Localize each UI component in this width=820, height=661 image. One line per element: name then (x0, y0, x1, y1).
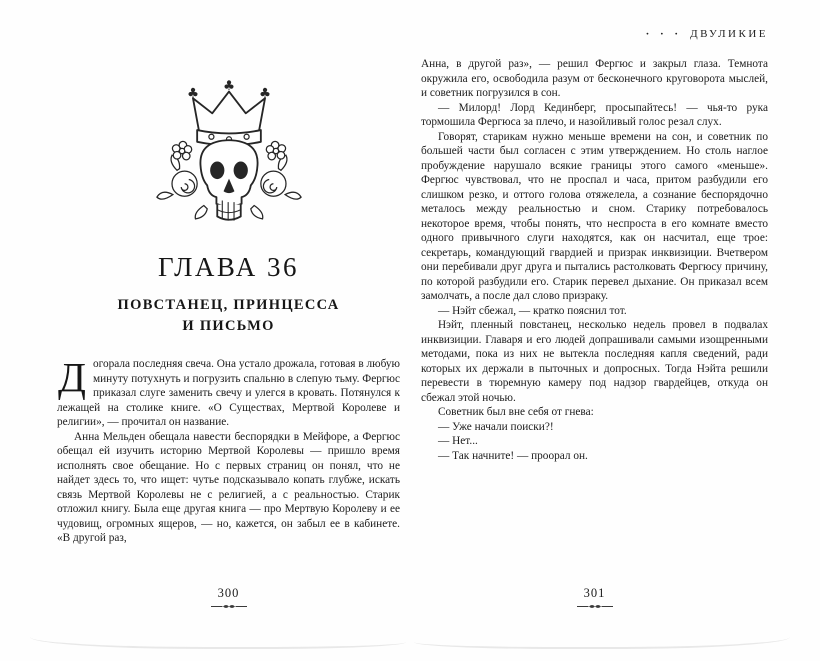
chapter-illustration (57, 58, 400, 236)
left-page (57, 0, 400, 661)
paragraph: Анна Мельден обещала навести беспорядки в Мейфоре, а Фергюс обещал ей изучить историю Мертвой Королевы — пришло время исполнять свое обещание. Но с первых страниц он понял, что не найдет здесь то, что ищет: чутье подсказывало копать глубже, искать связь Мертвой Королевы не с религией, а с реальностью. Старик отложил книгу. Была еще другая книга — про Мертвую Королеву и ее чудовищ, огромных ящеров, — но, кажется, он забыл ее в кабинете. «В другой раз, (57, 430, 400, 544)
page-number: 300 (217, 586, 240, 600)
svg-text:♣: ♣ (222, 78, 235, 94)
paragraph: Нэйт, пленный повстанец, несколько недель провел в подвалах инквизиции. Главаря и его людей допрашивали самыми изощренными методами, пока из них не вытекла последняя капля сведений, ради которых их держали в пыточных и допросных. Тогда Нэйта решили перевести в тюремную камеру под надзор гвардейцев, откуда он сбежал этой ночью. (421, 319, 768, 404)
left-page-body (57, 354, 400, 546)
right-page-footer (421, 586, 768, 611)
svg-text:♣: ♣ (258, 86, 271, 102)
chapter-subtitle-line2: И ПИСЬМО (182, 318, 275, 334)
running-header (646, 28, 768, 40)
chapter-subtitle-line1: ПОВСТАНЕЦ, ПРИНЦЕССА (117, 297, 340, 313)
page-number: 301 (583, 586, 606, 600)
paragraph: — Милорд! Лорд Кединберг, просыпайтесь! — чья-то рука тормошила Фергюса за плечо, и назойливый голос резал слух. (421, 101, 768, 128)
svg-text:♣: ♣ (186, 86, 199, 102)
right-page-body (421, 57, 768, 463)
chapter-title: ГЛАВА 36 (158, 252, 299, 282)
drop-cap: Д (58, 354, 86, 400)
paragraph: — Так начните! — проорал он. (438, 449, 588, 462)
paragraph: Анна, в другой раз», — решил Фергюс и закрыл глаза. Темнота окружила его, освободила разум от бесконечного круговорота мыслей, и советник погрузился в сон. (421, 58, 768, 99)
skull-crown-flowers-icon (145, 58, 313, 234)
paragraph (57, 354, 400, 430)
running-header-dots-icon: · · · (645, 28, 683, 40)
paragraph: — Уже начали поиски?! (438, 420, 554, 433)
paragraph-text: огорала последняя свеча. Она устало дрожала, готовая в любую минуту потухнуть и погрузить спальню в слепую тьму. Фергюс приказал слуге заменить свечу и улегся в кровать. Потянулся к лежащей на столике книге. «О Существах, Мертвой Королеве и религии», — прочитал он название. (57, 358, 400, 428)
footer-flourish-icon (210, 602, 248, 611)
paragraph: Говорят, старикам нужно меньше времени на сон, и советник по большей части был согласен с этим утверждением. Но столь наглое пробуждение нарушало всякие границы этого самого «меньше». Фергюс чувствовал, что не проспал и часа, притом разбудили его слишком резко, и оттого голова отяжелела, а сознание беспорядочно металось между реальностью и сном. Старику потребовалось некоторое время, чтобы понять, что неспроста в его комнате вместо одного привычного слуги находятся, как он насчитал, еще трое: секретарь, командующий гвардией и призрак инквизиции. Вчетвером они перебивали друг друга и пытались растолковать Фергюсу причину, по которой разбудили его. Старик перевел дыхание. Он приказал всем замолчать, а после дал слово призраку. (421, 130, 768, 302)
paragraph: — Нэйт сбежал, — кратко пояснил тот. (438, 304, 627, 317)
left-page-footer (57, 586, 400, 611)
chapter-subtitle (57, 295, 400, 337)
paragraph: Советник был вне себя от гнева: (438, 406, 594, 418)
running-header-title: ДВУЛИКИЕ (690, 28, 768, 40)
paragraph: — Нет... (438, 435, 478, 447)
footer-flourish-icon (576, 602, 614, 611)
right-page (421, 0, 768, 661)
